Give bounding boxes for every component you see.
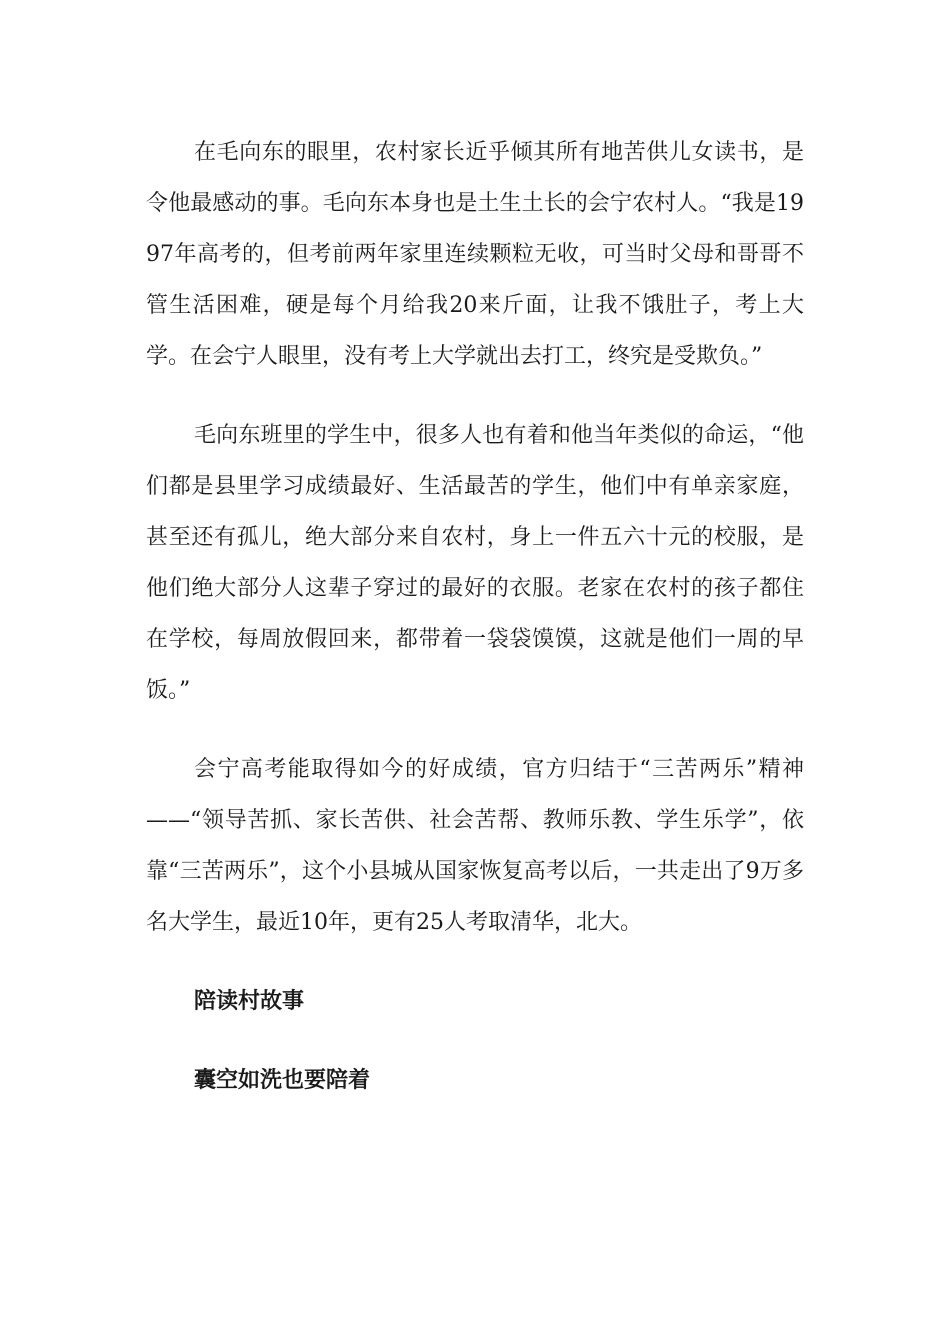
document-body: [146, 127, 804, 1106]
section-heading: 陪读村故事: [194, 988, 305, 1014]
section-subheading: 囊空如洗也要陪着: [194, 1067, 371, 1093]
paragraph-1: 在毛向东的眼里，农村家长近乎倾其所有地苦供儿女读书，是令他最感动的事。毛向东本身也是土生土长的会宁农村人。“我是1997年高考的，但考前两年家里连续颗粒无收，可当时父母和哥哥不管生活困难，硬是每个月给我20来斤面，让我不饿肚子，考上大学。在会宁人眼里，没有考上大学就出去打工，终究是受欺负。”: [146, 140, 804, 369]
paragraph-2: 毛向东班里的学生中，很多人也有着和他当年类似的命运，“他们都是县里学习成绩最好、生活最苦的学生，他们中有单亲家庭，甚至还有孤儿，绝大部分来自农村，身上一件五六十元的校服，是他们绝大部分人这辈子穿过的最好的衣服。老家在农村的孩子都住在学校，每周放假回来，都带着一袋袋馍馍，这就是他们一周的早饭。”: [146, 423, 804, 703]
paragraph-3: 会宁高考能取得如今的好成绩，官方归结于“三苦两乐”精神——“领导苦抓、家长苦供、社会苦帮、教师乐教、学生乐学”，依靠“三苦两乐”，这个小县城从国家恢复高考以后，一共走出了9万多名大学生，最近10年，更有25人考取清华，北大。: [146, 757, 804, 935]
